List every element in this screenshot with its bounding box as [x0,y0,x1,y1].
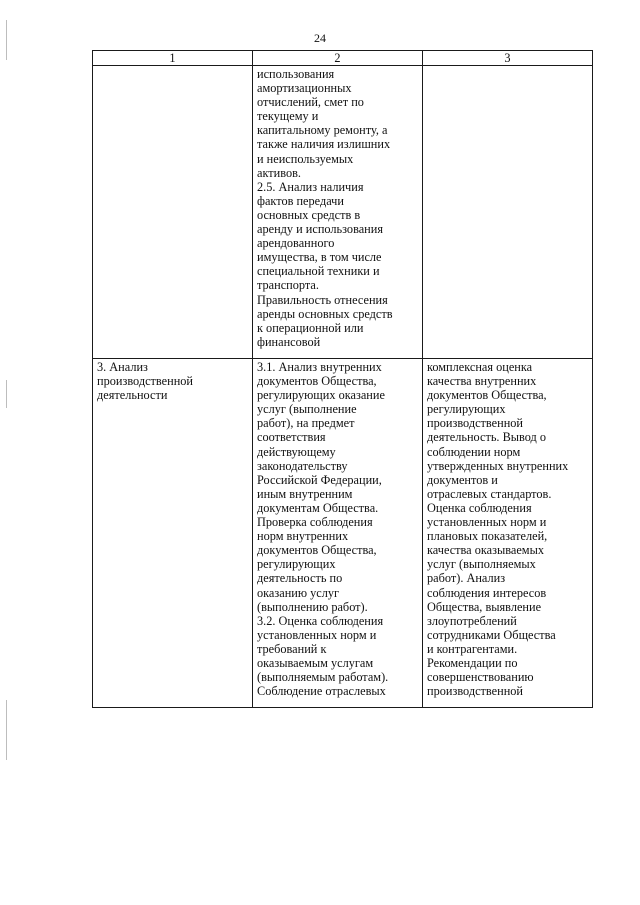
procedure-cell: 3.1. Анализ внутренних документов Общества, регулирующих оказание услуг (выполнение работ), на предмет соответствия действующему законодательству Российской Федерации, иным внутренним документам Общества. Проверка соблюдения норм внутренних документов Общества, регулирующих деятельность по оказанию услуг (выполнению работ). 3.2. Оценка соблюдения установленных норм и требований к оказываемым услугам (выполняемым работам). Соблюдение отраслевых [253,359,423,708]
column-header-1: 1 [93,51,253,66]
page-number: 24 [314,31,326,45]
result-cell: комплексная оценка качества внутренних документов Общества, регулирующих производственной деятельность. Вывод о соблюдении норм утвержденных внутренних документов и отраслевых стандартов. Оценка соблюдения установленных норм и плановых показателей, качества оказываемых услуг (выполняемых работ). Анализ соблюдения интересов Общества, выявление злоупотреблений сотрудниками Общества и контрагентами. Рекомендации по совершенствованию производственной [423,359,593,708]
scan-edge-mark-bottom [6,700,7,760]
table-row [93,359,593,708]
table-header-row [93,51,593,66]
scan-edge-mark-middle [6,380,7,408]
table-row [93,66,593,359]
section-cell: 3. Анализ производственной деятельности [93,359,253,708]
audit-program-table [92,50,593,708]
procedure-cell: использования амортизационных отчислений, смет по текущему и капитальному ремонту, а также наличия излишних и неиспользуемых активов. 2.5. Анализ наличия фактов передачи основных средств в аренду и использования арендованного имущества, в том числе специальной техники и транспорта. Правильность отнесения аренды основных средств к операционной или финансовой [253,66,423,359]
result-cell [423,66,593,359]
column-header-3: 3 [423,51,593,66]
section-cell [93,66,253,359]
column-header-2: 2 [253,51,423,66]
